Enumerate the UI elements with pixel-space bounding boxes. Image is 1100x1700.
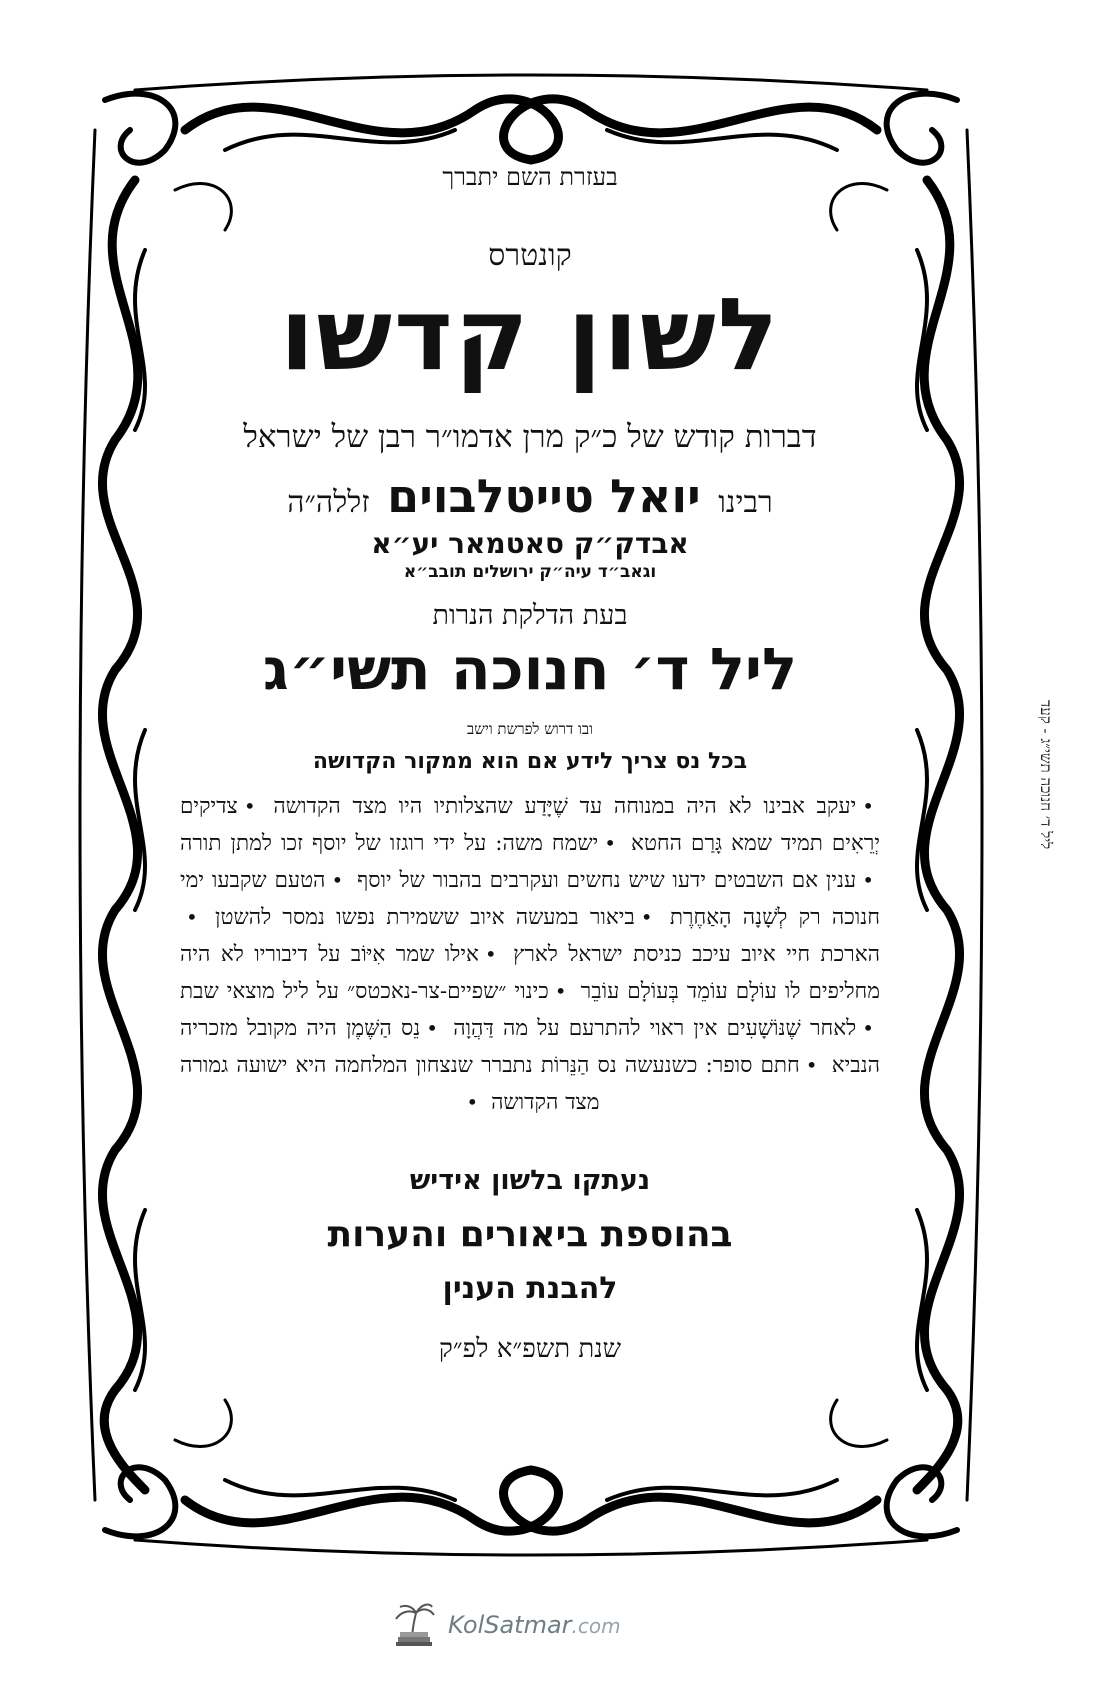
title-page-content — [180, 145, 880, 1535]
logo-text — [448, 1611, 621, 1639]
summary-item: יעקב אבינו לא היה במנוחה עד שֶׁיָּדַע שהצלותיו היו מצד הקדושה — [273, 793, 857, 819]
summary-item: ענין אם השבטים ידעו שיש נחשים ועקרבים בהבור של יוסף — [357, 867, 857, 893]
author-title-2: וגאב״ד עיה״ק ירושלים תובב״א — [403, 562, 657, 582]
summary-item: ישמח משה: על ידי רוגזו של יוסף זכו למתן תורה — [180, 830, 599, 856]
author-line — [180, 469, 880, 523]
publication-year: שנת תשפ״א לפ״ק — [438, 1333, 622, 1364]
summary-item: אילו שמר אִיּוֹב על דיבוריו לא היה מחליפים לו עוֹלָם עוֹמֵד בְּעוֹלָם עוֹבֵר — [180, 941, 880, 1004]
author-name: יואל טייטלבוים — [387, 469, 701, 523]
translated-note: נעתקו בלשון אידיש — [409, 1164, 651, 1196]
author-suffix: זללה״ה — [287, 485, 370, 520]
summary-item: חתם סופר: כשנעשה נס הַנֵּרוֹת נתברר שנצחון המלחמה היא ישועה גמורה מצד הקדושה — [180, 1052, 800, 1115]
occasion: בעת הדלקת הנרות — [432, 600, 628, 631]
summary-item: כינוי ״שפיים-צר-נאכטס״ על ליל מוצאי שבת — [180, 978, 549, 1004]
kuntres-label: קונטרס — [488, 238, 572, 273]
date-title: ליל ד׳ חנוכה תשי״ג — [262, 635, 798, 703]
author-prefix: רבינו — [718, 485, 773, 520]
summary-item: לאחר שֶׁנּוֹשָׁעִים אין ראוי להתרעם על מה דַּהֲוָה — [453, 1015, 857, 1041]
page-title: לשון קדשו — [279, 276, 781, 393]
palm-tree-books-icon — [390, 1601, 438, 1649]
summary-paragraph: •יעקב אבינו לא היה במנוחה עד שֶׁיָּדַע שהצלותיו היו מצד הקדושה •צדיקים יְרֵאִים תמיד שמא גָּרַם החטא •ישמח משה: על ידי רוגזו של יוסף זכו למתן תורה •ענין אם השבטים ידעו שיש נחשים ועקרבים בהבור של יוסף •הטעם שקבעו ימי חנוכה רק לְשָׁנָה הָאַחֶרֶת •ביאור במעשה איוב ששמירת נפשו נמסר להשטן •הארכת חיי איוב עיכב כניסת ישראל לארץ •אילו שמר אִיּוֹב על דיבוריו לא היה מחליפים לו עוֹלָם עוֹמֵד בְּעוֹלָם עוֹבֵר •כינוי ״שפיים-צר-נאכטס״ על ליל מוצאי שבת •לאחר שֶׁנּוֹשָׁעִים אין ראוי להתרעם על מה דַּהֲוָה •נֵס הַשֶּׁמֶן היה מקובל מזכריה הנביא •חתם סופר: כשנעשה נס הַנֵּרוֹת נתברר שנצחון המלחמה היא ישועה גמורה מצד הקדושה • — [180, 793, 880, 1115]
author-title-1: אבדק״ק סאטמאר יע״א — [371, 527, 689, 560]
understanding-note: להבנת הענין — [442, 1270, 618, 1306]
summary-item: נֵס הַשֶּׁמֶן היה מקובל מזכריה הנביא — [180, 1015, 880, 1078]
subtitle: דברות קודש של כ״ק מרן אדמו״ר רבן של ישראל — [243, 419, 817, 455]
logo-domain: .com — [571, 1614, 621, 1638]
side-running-header: ליל ד׳ חנוכה תשי״ג - קעד — [1037, 700, 1055, 850]
summary-item: ביאור במעשה איוב ששמירת נפשו נמסר להשטן — [215, 904, 635, 930]
top-blessing: בעזרת השם יתברך — [442, 163, 618, 191]
derush-note: ובו דרוש לפרשת וישב — [467, 719, 593, 738]
summary-item: הטעם שקבעו ימי חנוכה רק לְשָׁנָה הָאַחֶרֶת — [180, 867, 880, 930]
summary-item: צדיקים יְרֵאִים תמיד שמא גָּרַם החטא — [180, 793, 880, 856]
summary-item: הארכת חיי איוב עיכב כניסת ישראל לארץ — [513, 941, 880, 967]
addition-note: בהוספת ביאורים והערות — [327, 1213, 733, 1255]
logo-name: KolSatmar — [448, 1611, 572, 1639]
main-topic: בכל נס צריך לידע אם הוא ממקור הקדושה — [312, 748, 748, 774]
kolsatmar-logo[interactable] — [390, 1595, 621, 1655]
